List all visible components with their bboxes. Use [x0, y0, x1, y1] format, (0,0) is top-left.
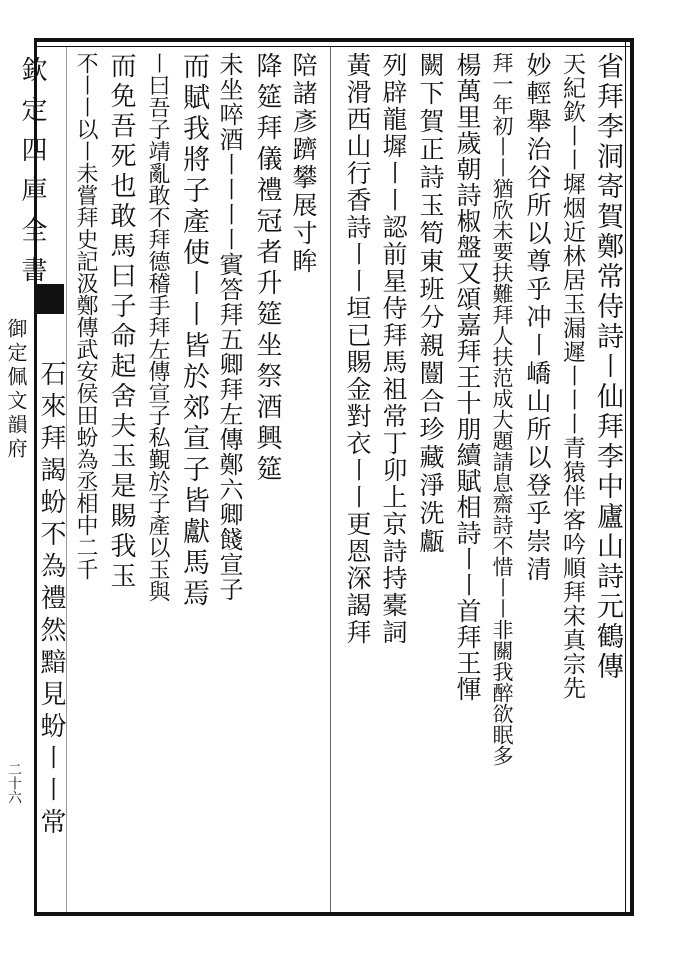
frame-right-inner-rule: [625, 38, 626, 916]
text-column-6: 闕下賀正詩玉筍東班分親闓合珍藏淨洗甗: [416, 52, 445, 556]
column-divider-2: [66, 47, 67, 912]
text-column-14: 而免吾死也敢馬曰子命起舍夫玉是賜我玉: [106, 52, 136, 592]
text-column-4: 拜一年初〡〡猶欣未要扶難拜人扶范成大題請息齋詩不惜〡〡非關我醉欲眠多: [490, 52, 514, 766]
text-column-13: 〡曰吾子靖亂敢不拜德稽手拜左傳宣子私覲於子產以玉與: [145, 52, 170, 602]
text-column-11: 未坐啐酒〡〡〡〡賓答拜五卿拜左傳鄭六卿餞宣子: [215, 52, 243, 602]
margin-title: 欽定四庫全書: [17, 56, 47, 296]
frame-bottom-rule: [34, 912, 634, 916]
text-column-1: 省拜李洞寄賀鄭常侍詩〡仙拜李中廬山詩元鶴傳: [592, 52, 623, 682]
text-column-2: 天紀欽〡〡墀烟近林居玉漏遲〡〡〡青猿伴客吟順拜宋真宗先: [559, 52, 585, 700]
text-column-15: 不〡〡以〡未嘗拜史記汲鄭傳武安侯田蚡為丞相中二千: [73, 52, 98, 580]
margin-book-name: 御定佩文韻府: [4, 318, 28, 462]
frame-top-rule: [34, 38, 634, 42]
text-column-5: 楊萬里歲朝詩椒盤又頌嘉拜王十朋續賦相詩〡〡首拜王惲: [453, 52, 482, 702]
column-divider: [330, 47, 331, 912]
frame-right-rule: [630, 38, 634, 916]
text-column-9: 陪諸彥躋攀展寸眸: [289, 52, 318, 276]
text-column-8: 黃滑西山行香詩〡〡垣已賜金對衣〡〡更恩深謁拜: [343, 52, 372, 646]
frame-top-inner-rule: [34, 46, 634, 47]
text-column-12: 而賦我將子產使〡〡皆於郊宣子皆獻馬焉: [178, 52, 209, 610]
text-column-16: 石來拜謁蚡不為禮然黯見蚡〡〡常: [36, 360, 66, 840]
margin-page-number: 二十六: [6, 762, 22, 804]
text-column-3: 妙輕舉治谷所以尊乎冲〡嶠山所以登乎崇清: [523, 52, 552, 584]
text-column-10: 降筵拜儀禮冠者升筵坐祭酒興筵: [252, 52, 282, 486]
text-column-7: 列辟龍墀〡〡認前星侍拜馬祖常丁卯上京詩持橐詞: [379, 52, 408, 646]
